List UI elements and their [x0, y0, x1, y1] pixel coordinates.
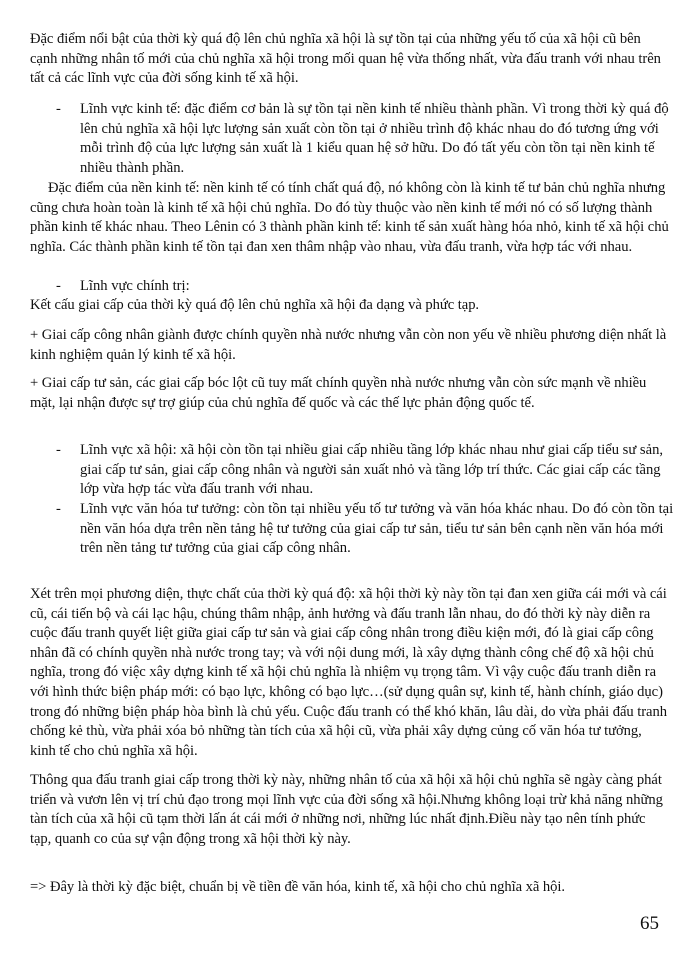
page-number: 65	[640, 913, 659, 934]
social-field-text: Lĩnh vực xã hội: xã hội còn tồn tại nhiều giai cấp nhiều tầng lớp khác nhau như giai cấp tiểu sư sản, giai cấp tư sản, giai cấp công nhân và người sản xuất nhỏ và tầng lớp trí thức. Các giai cấp các tầng lớp vừa hợp tác vừa đấu tranh với nhau.	[80, 442, 664, 498]
bullet-dash: -	[56, 278, 61, 294]
economic-field-text: Lĩnh vực kinh tế: đặc điểm cơ bản là sự tồn tại nền kinh tế nhiều thành phần. Vì trong thời kỳ quá độ lên chủ nghĩa xã hội lực lượng sản xuất còn tồn tại ở nhiều trình độ khác nhau do đó tương ứng với mỗi trình độ của lực lượng sản xuất là 1 kiểu quan hệ sở hữu. Do đó tất yếu còn tồn tại nền kinh tế nhiều thành phần.	[80, 101, 669, 176]
cultural-field-text: Lĩnh vực văn hóa tư tưởng: còn tồn tại nhiều yếu tố tư tưởng và văn hóa khác nhau. Do đó còn tồn tại nền văn hóa dựa trên nền tảng hệ tư tưởng của giai cấp tư sản, tiểu tư sản bên cạnh nền văn hóa mới trên nền tảng tư tưởng của giai cấp công nhân.	[80, 501, 674, 557]
essence-paragraph: Xét trên mọi phương diện, thực chất của thời kỳ quá độ: xã hội thời kỳ này tồn tại đan xen giữa cái mới và cái cũ, cái tiến bộ và cái lạc hậu, chúng thâm nhập, ảnh hưởng và đấu tranh lẫn nhau, do đó thời kỳ này diễn ra cuộc đấu tranh quyết liệt giữa giai cấp tư sản và giai cấp công nhân trong điều kiện mới, đó là giai cấp công nhân đã có chính quyền nhà nước trong tay; và với nội dung mới, là xây dựng thành công chế độ xã hội chủ nghĩa, trong đó việc xây dựng kinh tế xã hội chủ nghĩa là nhiệm vụ trọng tâm. Vì vậy cuộc đấu tranh diễn ra với hình thức biện pháp mới: có bạo lực, không có bạo lực…(sử dụng quân sự, kinh tế, hành chính, giáo dục) trong đó những biện pháp hòa bình là chủ yếu. Cuộc đấu tranh có thể khó khăn, lâu dài, do vừa phải đấu tranh chống kẻ thù, vừa phải xóa bỏ những tàn tích của xã hội cũ, vừa phải xây dựng củng cố văn hóa tư tưởng, kinh tế cho chủ nghĩa xã hội.	[30, 586, 667, 759]
class-struggle-paragraph: Thông qua đấu tranh giai cấp trong thời kỳ này, những nhân tố của xã hội xã hội chủ nghĩa sẽ ngày càng phát triển và vươn lên vị trí chủ đạo trong mọi lĩnh vực của đời sống xã hội.Nhưng không loại trừ khả năng những tàn tích của xã hội cũ tạm thời lấn át cái mới ở những nơi, những lúc nhất định.Điều này tạo nên tính phức tạp, quanh co của sự vận động trong xã hội thời kỳ này.	[30, 772, 663, 847]
bullet-dash: -	[56, 501, 61, 517]
bullet-dash: -	[56, 101, 61, 117]
bourgeois-class-paragraph: + Giai cấp tư sản, các giai cấp bóc lột cũ tuy mất chính quyền nhà nước nhưng vẫn còn sức mạnh về nhiều mặt, lại nhận được sự trợ giúp của chủ nghĩa đế quốc và các thế lực phản động quốc tế.	[30, 375, 647, 411]
conclusion-paragraph: => Đây là thời kỳ đặc biệt, chuẩn bị về tiền đề văn hóa, kinh tế, xã hội cho chủ nghĩa xã hội.	[30, 879, 565, 895]
class-structure-paragraph: Kết cấu giai cấp của thời kỳ quá độ lên chủ nghĩa xã hội đa dạng và phức tạp.	[30, 297, 480, 313]
working-class-paragraph: + Giai cấp công nhân giành được chính quyền nhà nước nhưng vẫn còn non yếu về nhiều phương diện nhất là kinh nghiệm quản lý kinh tế xã hội.	[30, 327, 667, 363]
bullet-dash: -	[56, 442, 61, 458]
political-field-text: Lĩnh vực chính trị:	[80, 278, 190, 294]
intro-paragraph: Đặc điểm nổi bật của thời kỳ quá độ lên chủ nghĩa xã hội là sự tồn tại của những yếu tố của xã hội cũ bên cạnh những nhân tố mới của chủ nghĩa xã hội trong mối quan hệ vừa thống nhất, vừa đấu tranh với nhau trên tất cả các lĩnh vực của đời sống kinh tế xã hội.	[30, 31, 661, 87]
economic-features-paragraph: Đặc điểm của nền kinh tế: nền kinh tế có tính chất quá độ, nó không còn là kinh tế tư bản chủ nghĩa nhưng cũng chưa hoàn toàn là kinh tế xã hội chủ nghĩa. Do đó tùy thuộc vào nền kinh tế mới nó có số lượng thành phần kinh tế khác nhau. Theo Lênin có 3 thành phần kinh tế: kinh tế sản xuất hàng hóa nhỏ, kinh tế xã hội chủ nghĩa. Các thành phần kinh tế tồn tại đan xen thâm nhập vào nhau, vừa đấu tranh, vừa hợp tác với nhau.	[30, 180, 669, 255]
